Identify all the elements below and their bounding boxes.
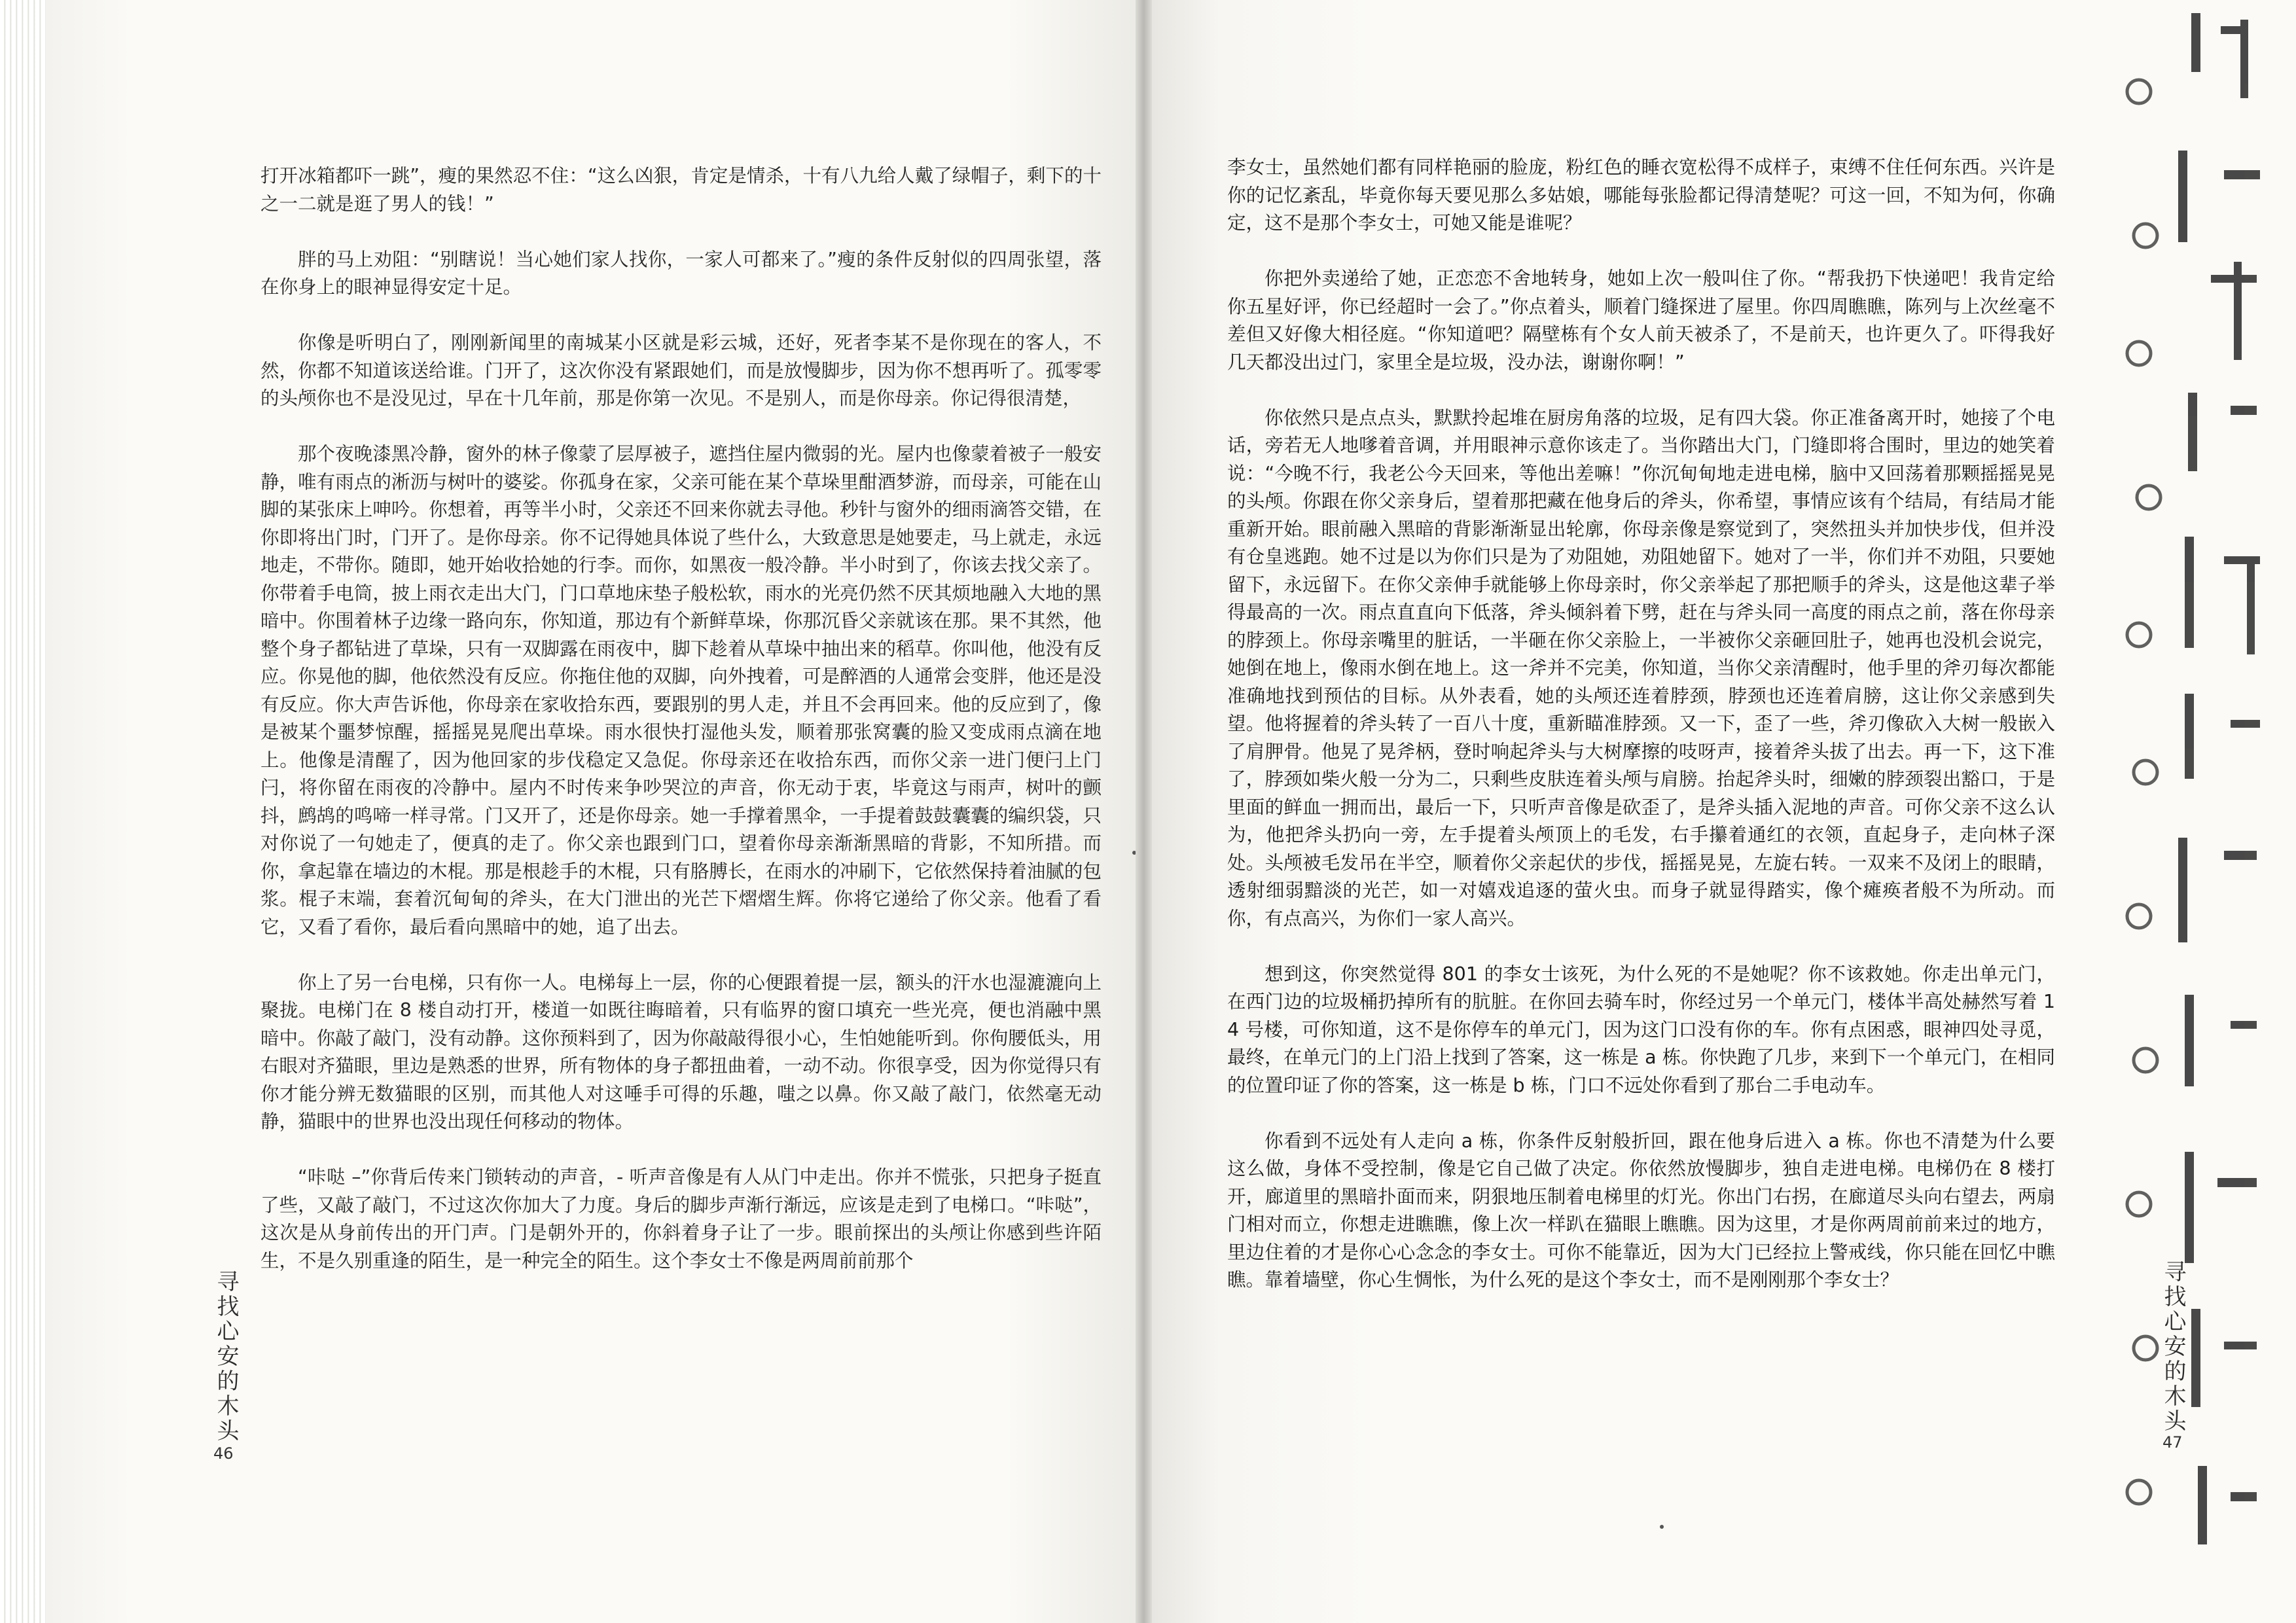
paragraph: 你看到不远处有人走向 a 栋，你条件反射般折回，跟在他身后进入 a 栋。你也不清楚为什么要这么做，身体不受控制，像是它自己做了决定。你依然放慢脚步，独自走进电梯。电梯仍在 8 楼打开，廊道里的黑暗扑面而来，阴狠地压制着电梯里的灯光。你出门右拐，在廊道尽头向右望去，两扇门相对而立，你想走进瞧瞧，像上次一样趴在猫眼上瞧瞧。因为这里，才是你两周前前来过的地方，里边住着的才是你心心念念的李女士。可你不能靠近，因为大门已经拉上警戒线，你只能在回忆中瞧瞧。靠着墙壁，你心生惆怅，为什么死的是这个李女士，而不是刚刚那个李女士？ (1227, 1130, 2055, 1291)
right-page (1152, 0, 2296, 1623)
paragraph: 胖的马上劝阻：“别瞎说！当心她们家人找你，一家人可都来了。”瘦的条件反射似的四周张望，落在你身上的眼神显得安定十足。 (260, 248, 1102, 298)
paragraph: 那个夜晚漆黑冷静，窗外的林子像蒙了层厚被子，遮挡住屋内微弱的光。屋内也像蒙着被子一般安静，唯有雨点的淅沥与树叶的婆娑。你孤身在家，父亲可能在某个草垛里酣酒梦游，而母亲，可能在山脚的某张床上呻吟。你想着，再等半小时，父亲还不回来你就去寻他。秒针与窗外的细雨滴答交错，在你即将出门时，门开了。是你母亲。你不记得她具体说了些什么，大致意思是她要走，马上就走，永远地走，不带你。随即，她开始收拾她的行李。而你，如黑夜一般冷静。半小时到了，你该去找父亲了。你带着手电筒，披上雨衣走出大门，门口草地床垫子般松软，雨水的光亮仍然不厌其烦地融入大地的黑暗中。你围着林子边缘一路向东，你知道，那边有个新鲜草垛，你那沉昏父亲就该在那。果不其然，他整个身子都钻进了草垛，只有一双脚露在雨夜中，脚下趁着从草垛中抽出来的稻草。你叫他，他没有反应。你晃他的脚，他依然没有反应。你拖住他的双脚，向外拽着，可是醉酒的人通常会变胖，他还是没有反应。你大声告诉他，你母亲在家收拾东西，要跟别的男人走，并且不会再回来。他的反应到了，像是被某个噩梦惊醒，摇摇晃晃爬出草垛。雨水很快打湿他头发，顺着那张窝囊的脸又变成雨点滴在地上。他像是清醒了，因为他回家的步伐稳定又急促。你母亲还在收拾东西，而你父亲一进门便闩上门闩，将你留在雨夜的冷静中。屋内不时传来争吵哭泣的声音，你无动于衷，毕竟这与雨声，树叶的颤抖，鹧鸪的鸣啼一样寻常。门又开了，还是你母亲。她一手撑着黑伞，一手提着鼓鼓囊囊的编织袋，只对你说了一句她走了，便真的走了。你父亲也跟到门口，望着你母亲渐渐黑暗的背影，不知所措。而你，拿起靠在墙边的木棍。那是根趁手的木棍，只有胳膊长，在雨水的冲刷下，它依然保持着油腻的包浆。棍子末端，套着沉甸甸的斧头，在大门泄出的光芒下熠熠生辉。你将它递给了你父亲。他看了看它，又看了看你，最后看向黑暗中的她，追了出去。 (260, 443, 1102, 938)
paragraph: “咔哒 –”你背后传来门锁转动的声音，- 听声音像是有人从门中走出。你并不慌张，只把身子挺直了些，又敲了敲门，不过这次你加大了力度。身后的脚步声渐行渐远，应该是走到了电梯口。“咔哒”，这次是从身前传出的开门声。门是朝外开的，你斜着身子让了一步。眼前探出的头颅让你感到些许陌生，不是久别重逢的陌生，是一种完全的陌生。这个李女士不像是两周前前那个 (260, 1166, 1102, 1272)
running-title: 寻找心安的木头 (2160, 1260, 2186, 1434)
paragraph: 你像是听明白了，刚刚新闻里的南城某小区就是彩云城，还好，死者李某不是你现在的客人，不然，你都不知道该送给谁。门开了，这次你没有紧跟她们，而是放慢脚步，因为你不想再听了。孤零零的头颅你也不是没见过，早在十几年前，那是你第一次见。不是别人，而是你母亲。你记得很清楚， (260, 332, 1102, 409)
paragraph: 李女士，虽然她们都有同样艳丽的脸庞，粉红色的睡衣宽松得不成样子，束缚不住任何东西。兴许是你的记忆紊乱，毕竟你每天要见那么多姑娘，哪能每张脸都记得清楚呢？可这一回，不知为何，你确定，这不是那个李女士，可她又能是谁呢？ (1227, 156, 2055, 234)
paragraph: 你依然只是点点头，默默拎起堆在厨房角落的垃圾，足有四大袋。你正准备离开时，她接了个电话，旁若无人地嗲着音调，并用眼神示意你该走了。当你踏出大门，门缝即将合围时，里边的她笑着说：“今晚不行，我老公今天回来，等他出差嘛！”你沉甸甸地走进电梯，脑中又回荡着那颗摇摇晃晃的头颅。你跟在你父亲身后，望着那把藏在他身后的斧头，你希望，事情应该有个结局，有结局才能重新开始。眼前融入黑暗的背影渐渐显出轮廓，你母亲像是察觉到了，突然扭头并加快步伐，但并没有仓皇逃跑。她不过是以为你们只是为了劝阻她，劝阻她留下。她对了一半，你们并不劝阻，只要她留下，永远留下。在你父亲伸手就能够上你母亲时，你父亲举起了那把顺手的斧头，这是他这辈子举得最高的一次。雨点直直向下低落，斧头倾斜着下劈，赶在与斧头同一高度的雨点之前，落在你母亲的脖颈上。你母亲嘴里的脏话，一半砸在你父亲脸上，一半被你父亲砸回肚子，她再也没机会说完，她倒在地上，像雨水倒在地上。这一斧并不完美，你知道，当你父亲清醒时，他手里的斧刃每次都能准确地找到预估的目标。从外表看，她的头颅还连着脖颈，脖颈也还连着肩膀，这让你父亲感到失望。他将握着的斧头转了一百八十度，重新瞄准脖颈。又一下，歪了一些，斧刃像砍入大树一般嵌入了肩胛骨。他晃了晃斧柄，登时响起斧头与大树摩擦的吱呀声，接着斧头拔了出去。再一下，这下准了，脖颈如柴火般一分为二，只剩些皮肤连着头颅与肩膀。抬起斧头时，细嫩的脖颈裂出豁口，于是里面的鲜血一拥而出，最后一下，只听声音像是砍歪了，是斧头插入泥地的声音。可你父亲不这么认为，他把斧头扔向一旁，左手提着头颅顶上的毛发，右手攥着通红的衣领，直起身子，走向林子深处。头颅被毛发吊在半空，顺着你父亲起伏的步伐，摇摇晃晃，左旋右转。一双来不及闭上的眼睛，透射细弱黯淡的光芒，如一对嬉戏追逐的萤火虫。而身子就显得踏实，像个瘫痪者般不为所动。而你，有点高兴，为你们一家人高兴。 (1227, 406, 2055, 929)
paragraph: 打开冰箱都吓一跳”，瘦的果然忍不住：“这么凶狠，肯定是情杀，十有八九给人戴了绿帽子，剩下的十之一二就是逛了男人的钱！” (260, 165, 1102, 215)
paragraph: 想到这，你突然觉得 801 的李女士该死，为什么死的不是她呢？你不该救她。你走出单元门，在西门边的垃圾桶扔掉所有的肮脏。在你回去骑车时，你经过另一个单元门，楼体半高处赫然写着 14 号楼，可你知道，这不是你停车的单元门，因为这门口没有你的车。你有点困惑，眼神四处寻觅，最终，在单元门的上门沿上找到了答案，这一栋是 a 栋。你快跑了几步，来到下一个单元门，在相同的位置印证了你的答案，这一栋是 b 栋，门口不远处你看到了那台二手电动车。 (1227, 963, 2055, 1096)
page-edges (0, 0, 46, 1623)
paragraph: 你上了另一台电梯，只有你一人。电梯每上一层，你的心便跟着提一层，额头的汗水也湿漉漉向上聚拢。电梯门在 8 楼自动打开，楼道一如既往晦暗着，只有临界的窗口填充一些光亮，便也消融中黑暗中。你敲了敲门，没有动静。这你预料到了，因为你敲敲得很小心，生怕她能听到。你佝腰低头，用右眼对齐猫眼，里边是熟悉的世界，所有物体的身子都扭曲着，一动不动。你很享受，因为你觉得只有你才能分辨无数猫眼的区别，而其他人对这唾手可得的乐趣，嗤之以鼻。你又敲了敲门，依然毫无动静，猫眼中的世界也没出现任何移动的物体。 (260, 971, 1102, 1132)
stamp-artwork (2100, 0, 2296, 1623)
page-number: 46 (213, 1444, 234, 1463)
gutter (1136, 0, 1152, 1623)
running-title: 寻找心安的木头 (213, 1270, 239, 1444)
print-dot (1660, 1525, 1664, 1529)
left-body-text (260, 162, 1102, 1275)
left-page (46, 0, 1136, 1623)
right-body-text (1227, 154, 2055, 1294)
paragraph: 你把外卖递给了她，正恋恋不舍地转身，她如上次一般叫住了你。“帮我扔下快递吧！我肯定给你五星好评，你已经超时一会了。”你点着头，顺着门缝探进了屋里。你四周瞧瞧，陈列与上次丝毫不差但又好像大相径庭。“你知道吧？隔壁栋有个女人前天被杀了，不是前天，也许更久了。吓得我好几天都没出过门，家里全是垃圾，没办法，谢谢你啊！” (1227, 268, 2055, 373)
page-number: 47 (2162, 1433, 2183, 1452)
